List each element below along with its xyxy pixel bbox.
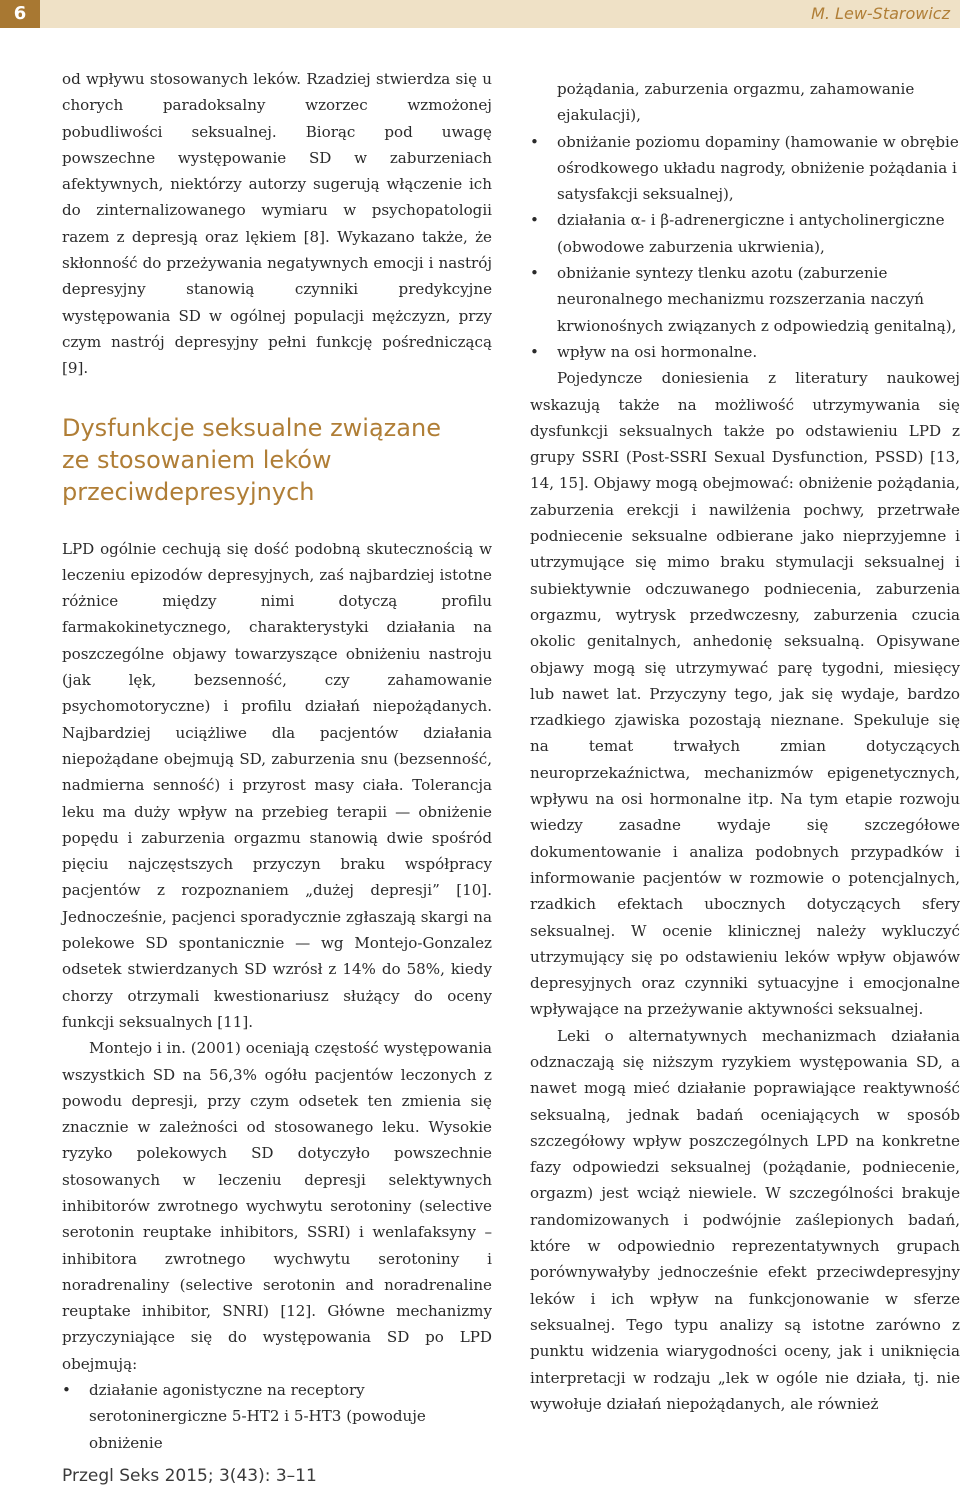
paragraph: od wpływu stosowanych leków. Rzadziej stwierdza się u chorych paradoksalny wzorzec wzmożonej pobudliwości seksualnej. Biorąc pod uwagę powszechne występowanie SD w zaburzeniach afektywnych, niektórzy autorzy sugerują włączenie ich do zinternalizowanego wymiaru w psychopatologii razem z depresją oraz lękiem [8]. Wykazano także, że skłonność do przeżywania negatywnych emocji i nastrój depresyjny stanowią czynniki predykcyjne występowania SD w ogólnej populacji mężczyzn, przy czym nastrój depresyjny pełni funkcję pośredniczącą [9]. [62, 70, 492, 378]
list-item: • obniżanie syntezy tlenku azotu (zaburzenie neuronalnego mechanizmu rozszerzania naczyń krwionośnych związanych z odpowiedzią genitalną), [530, 260, 960, 339]
paragraph: LPD ogólnie cechują się dość podobną skutecznością w leczeniu epizodów depresyjnych, zaś najbardziej istotne różnice między nimi dotyczą profilu farmakokinetycznego, charakterystyki działania na poszczególne objawy towarzyszące obniżeniu nastroju (jak lęk, bezsenność, czy zahamowanie psychomotoryczne) i profilu działań niepożądanych. Najbardziej uciążliwe dla pacjentów działania niepożądane obejmują SD, zaburzenia snu (bezsenność, nadmierna senność) i przyrost masy ciała. Tolerancja leku ma duży wpływ na przebieg terapii — obniżenie popędu i zaburzenia orgazmu stanowią dwie spośród pięciu najczęstszych przyczyn braku współpracy pacjentów z rozpoznaniem „dużej depresji” [10]. Jednocześnie, pacjenci sporadycznie zgłaszają skargi na polekowe SD spontanicznie — wg Montejo-Gonzalez odsetek stwierdzanych SD wzrósł z 14% do 58%, kiedy chorzy otrzymali kwestionariusz służący do oceny funkcji seksualnych [11]. [62, 539, 492, 1031]
list-item-continuation [530, 76, 960, 129]
list-item: • obniżanie poziomu dopaminy (hamowanie w obrębie ośrodkowego układu nagrody, obniżenie pożądania i satysfakcji seksualnej), [530, 129, 960, 208]
list-item: • działanie agonistyczne na receptory serotoninergiczne 5-HT2 i 5-HT3 (powoduje obniżenie [62, 1377, 492, 1456]
page-number: 6 [0, 0, 40, 28]
paragraph: Montejo i in. (2001) oceniają częstość występowania wszystkich SD na 56,3% ogółu pacjentów leczonych z powodu depresji, przy czym odsetek ten zmienia się znacznie w zależności od stosowanego leku. Wysokie ryzyko polekowych SD dotyczyło powszechnie stosowanych w leczeniu depresji selektywnych inhibitorów zwrotnego wychwytu serotoniny (selective serotonin reuptake inhibitors, SSRI) i wenlafaksyny – inhibitora zwrotnego wychwytu serotoniny i noradrenaliny (selective serotonin and noradrenaline reuptake inhibitor, SNRI) [12]. Główne mechanizmy przyczyniające się do występowania SD po LPD obejmują: [62, 1039, 492, 1373]
left-column [62, 66, 492, 1456]
section-heading-line: Dysfunkcje seksualne związane [62, 413, 441, 442]
journal-citation: Przegl Seks 2015; 3(43): 3–11 [62, 1466, 317, 1486]
section-heading-line: ze stosowaniem leków [62, 445, 332, 474]
list-item: • działania α- i β-adrenergiczne i antycholinergiczne (obwodowe zaburzenia ukrwienia), [530, 207, 960, 260]
mechanism-list-continued [530, 76, 960, 365]
mechanism-list [62, 1377, 492, 1456]
section-heading [62, 412, 492, 508]
paragraph: Pojedyncze doniesienia z literatury naukowej wskazują także na możliwość utrzymywania się dysfunkcji seksualnych także po odstawieniu LPD z grupy SSRI (Post-SSRI Sexual Dysfunction, PSSD) [13, 14, 15]. Objawy mogą obejmować: obniżenie pożądania, zaburzenia erekcji i nawilżenia pochwy, przetrwałe podniecenie seksualne odbierane jako nieprzyjemne i utrzymujące się mimo braku stymulacji seksualnej i subiektywnie odczuwanego podniecenia, zaburzenia orgazmu, wytrysk przedwczesny, zaburzenia czucia okolic genitalnych, anhedonię seksualną. Opisywane objawy mogą się utrzymywać parę tygodni, miesięcy lub nawet lat. Przyczyny tego, jak się wydaje, bardzo rzadkiego zjawiska pozostają nieznane. Spekuluje się na temat trwałych zmian dotyczących neuroprzekaźnictwa, mechanizmów epigenetycznych, wpływu na osi hormonalne itp. Na tym etapie rozwoju wiedzy zasadne wydaje się szczegółowe dokumentowanie i analiza podobnych przypadków i informowanie pacjentów w rozmowie o potencjalnych, rzadkich efektach ubocznych dotyczących sfery seksualnej. W ocenie klinicznej należy wykluczyć utrzymujący się po odstawieniu leków wpływ objawów depresyjnych oraz czynniki sytuacyjne i emocjonalne wpływające na przeżywanie aktywności seksualnej. [530, 369, 960, 1019]
paragraph: Leki o alternatywnych mechanizmach działania odznaczają się niższym ryzykiem występowania SD, a nawet mogą mieć działanie poprawiające reaktywność seksualną, jednak badań oceniających w sposób szczegółowy wpływ poszczególnych LPD na konkretne fazy odpowiedzi seksualnej (pożądanie, podniecenie, orgazm) jest wciąż niewiele. W szczególności brakuje randomizowanych i podwójnie zaślepionych badań, które w odpowiednio reprezentatywnych grupach porównywałyby jednocześnie efekt przeciwdepresyjny leków i ich wpływ na funkcjonowanie w sferze seksualnej. Tego typu analizy są istotne zarówno z punktu widzenia wiarygodności oceny, jak i uniknięcia interpretacji w rodzaju „lek w ogóle nie działa, tj. nie wywołuje działań niepożądanych, ale również [530, 1026, 960, 1413]
list-item-text: pożądania, zaburzenia orgazmu, zahamowanie ejakulacji), [557, 80, 915, 125]
list-item: • wpływ na osi hormonalne. [530, 339, 960, 365]
right-column [530, 76, 960, 1417]
running-header-author: M. Lew-Starowicz [811, 4, 950, 23]
section-heading-line: przeciwdepresyjnych [62, 477, 315, 506]
